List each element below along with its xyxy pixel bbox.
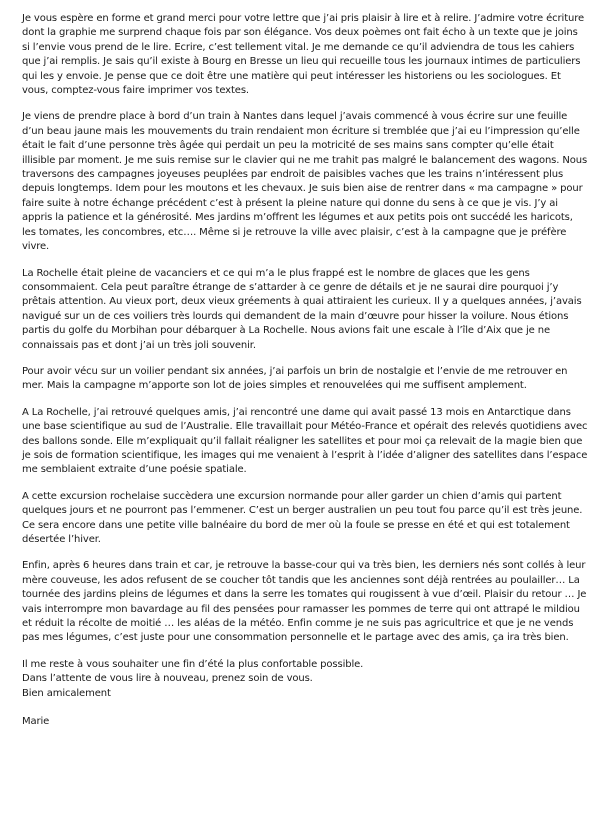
signature: Marie: [22, 716, 50, 728]
closing-take-care: Dans l’attente de vous lire à nouveau, prenez soin de vous.: [22, 673, 313, 685]
paragraph-train: Je viens de prendre place à bord d’un train à Nantes dans lequel j’avais commencé à vous écrire sur une feuille d’un beau jaune mais les mouvements du train rendaient mon écriture si tremblée que j’ai eu l’impression qu’elle était le fait d’une personne très âgée qui perdait un peu la motricité de ses mains sans compter qu’elle était illisible par moment. Je me suis remise sur le clavier qui ne me trahit pas malgré le balancement des wagons. Nous traversons des campagnes joyeuses peuplées par endroit de paisibles vaches que les trains n’intéressent plus depuis longtemps. Idem pour les moutons et les chevaux. Je suis bien aise de rentrer dans « ma campagne » pour faire suite à notre échange précédent c’est à présent la pleine nature qui donne du sens à ce que je vis. J’y ai appris la patience et la générosité. Mes jardins m’offrent les légumes et aux petits pois ont succédé les haricots, les tomates, les concombres, etc…. Même si je retrouve la ville avec plaisir, c’est à la campagne que je préfère vivre.: [22, 111, 588, 253]
paragraph-sailboat: Pour avoir vécu sur un voilier pendant six années, j’ai parfois un brin de nostalgie et l’envie de me retrouver en mer. Mais la campagne m’apporte son lot de joies simples et renouvelées qui me suffisent amplement.: [22, 365, 568, 392]
closing-block: [22, 658, 588, 701]
paragraph-thanks: Je vous espère en forme et grand merci pour votre lettre que j’ai pris plaisir à lire et à relire. J’admire votre écriture dont la graphie me surprend chaque fois par son élégance. Vos deux poèmes ont fait écho à un texte que je joins si l’envie vous prend de le lire. Ecrire, c’est tellement vital. Je me demande ce qu’il adviendra de tous les cahiers que j’ai remplis. Je sais qu’il existe à Bourg en Bresse un lieu qui recueille tous les journaux intimes de particuliers qui les y envoie. Je pense que ce doit être une matière qui peut intéresser les historiens ou les sociologues. Et vous, comptez-vous faire imprimer vos textes.: [22, 13, 585, 97]
letter-body: [22, 12, 588, 729]
paragraph-normandy: A cette excursion rochelaise succèdera une excursion normande pour aller garder un chien d’amis qui partent quelques jours et ne pourront pas l’emmener. C’est un berger australien un peu tout fou parce qu’il est très jeune. Ce sera encore dans une petite ville balnéaire du bord de mer où la foule se presse en été et qui est totalement désertée l’hiver.: [22, 490, 583, 545]
paragraph-return-home: Enfin, après 6 heures dans train et car, je retrouve la basse-cour qui va très bien, les derniers nés sont collés à leur mère couveuse, les ados refusent de se coucher tôt tandis que les anciennes sont déjà rentrées au poulailler… La tournée des jardins pleins de légumes et dans la serre les tomates qui rougissent à vue d’œil. Plaisir du retour … Je vais interrompre mon bavardage au fil des pensées pour ramasser les pommes de terre qui ont attrapé le mildiou et réduit la récolte de moitié … les aléas de la météo. Enfin comme je ne suis pas agricultrice et que je ne vends pas mes légumes, c’est juste pour une consommation personnelle et le partage avec des amis, ça ira très bien.: [22, 560, 587, 644]
paragraph-antarctica: A La Rochelle, j’ai retrouvé quelques amis, j’ai rencontré une dame qui avait passé 13 mois en Antarctique dans une base scientifique au sud de l’Australie. Elle travaillait pour Météo-France et opérait des relevés quotidiens avec des ballons sonde. Elle m’expliquait qu’il fallait réaligner les satellites et pour moi ça relevait de la magie bien que je sois de formation scientifique, les images qui me venaient à l’esprit à l’idée d’aligner des satellites dans l’espace me semblaient extraite d’une poésie spatiale.: [22, 406, 588, 476]
paragraph-la-rochelle: La Rochelle était pleine de vacanciers et ce qui m’a le plus frappé est le nombre de glaces que les gens consommaient. Cela peut paraître étrange de s’attarder à ce genre de détails et je ne saurai dire pourquoi j’y prêtais attention. Au vieux port, deux vieux gréements à quai attiraient les curieux. Il y a quelques années, j’avais navigué sur un de ces voiliers très lourds qui demandent de la main d’œuvre pour hisser la voilure. Nous étions partis du golfe du Morbihan pour débarquer à La Rochelle. Nous avions fait une escale à l’île d’Aix que je ne connaissais pas et dont j’ai un très joli souvenir.: [22, 267, 582, 351]
closing-salutation: Bien amicalement: [22, 687, 111, 699]
closing-wish: Il me reste à vous souhaiter une fin d’été la plus confortable possible.: [22, 658, 364, 670]
